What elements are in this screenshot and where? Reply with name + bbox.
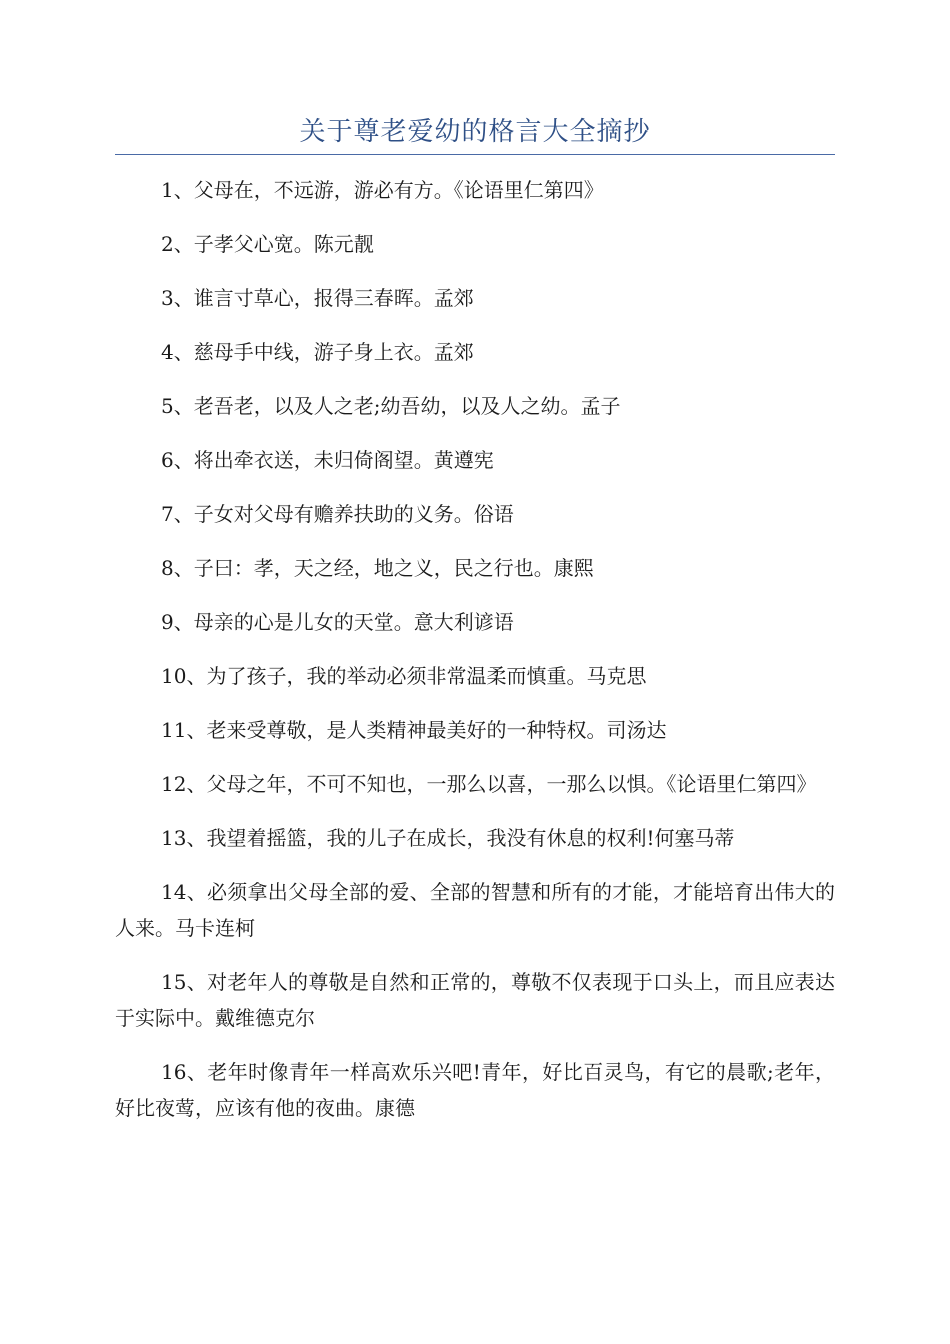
quote-item-6: 6、将出牵衣送，未归倚阁望。黄遵宪 [161, 448, 494, 472]
document-body [115, 172, 835, 1144]
quote-item-3: 3、谁言寸草心，报得三春晖。孟郊 [161, 286, 474, 310]
quote-item-15: 15、对老年人的尊敬是自然和正常的，尊敬不仅表现于口头上，而且应表达于实际中。戴维德克尔 [115, 970, 835, 1030]
quote-item-5: 5、老吾老，以及人之老;幼吾幼，以及人之幼。孟子 [161, 394, 621, 418]
quote-item-12: 12、父母之年，不可不知也，一那么以喜，一那么以惧。《论语里仁第四》 [161, 772, 817, 796]
quote-item-1: 1、父母在，不远游，游必有方。《论语里仁第四》 [161, 178, 604, 202]
quote-item-10: 10、为了孩子，我的举动必须非常温柔而慎重。马克思 [161, 664, 647, 688]
quote-item-8: 8、子曰：孝，天之经，地之义，民之行也。康熙 [161, 556, 594, 580]
title-underline [115, 154, 835, 155]
quote-item-9: 9、母亲的心是儿女的天堂。意大利谚语 [161, 610, 514, 634]
quote-item-11: 11、老来受尊敬，是人类精神最美好的一种特权。司汤达 [161, 718, 667, 742]
quote-item-13: 13、我望着摇篮，我的儿子在成长，我没有休息的权利!何塞马蒂 [161, 826, 735, 850]
quote-item-7: 7、子女对父母有赡养扶助的义务。俗语 [161, 502, 514, 526]
quote-item-16: 16、老年时像青年一样高欢乐兴吧!青年，好比百灵鸟，有它的晨歌;老年，好比夜莺，应该有他的夜曲。康德 [115, 1060, 835, 1120]
quote-item-4: 4、慈母手中线，游子身上衣。孟郊 [161, 340, 474, 364]
document-title: 关于尊老爱幼的格言大全摘抄 [299, 117, 651, 147]
quote-item-14: 14、必须拿出父母全部的爱、全部的智慧和所有的才能，才能培育出伟大的人来。马卡连柯 [115, 880, 835, 940]
quote-item-2: 2、子孝父心宽。陈元靓 [161, 232, 374, 256]
